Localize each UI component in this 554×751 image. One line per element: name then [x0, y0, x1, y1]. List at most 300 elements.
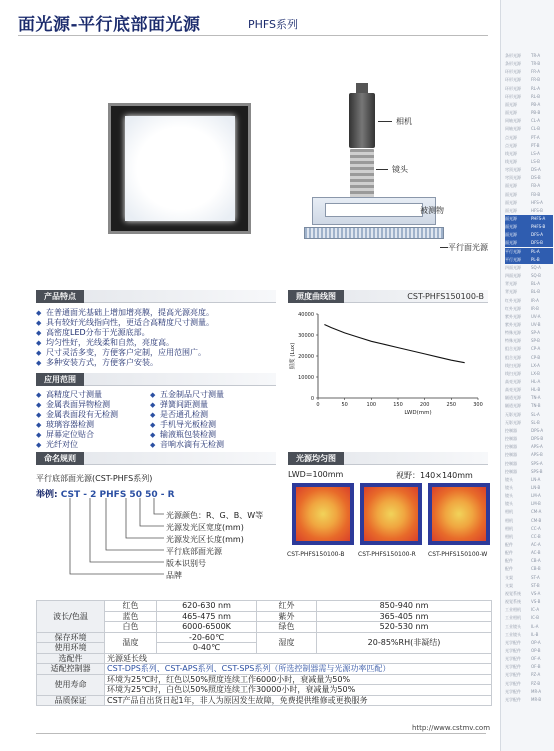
series-name: PHFS系列 — [248, 18, 299, 31]
uniformity-caption: CST-PHFS150100-R — [358, 551, 416, 558]
side-index-item[interactable] — [505, 574, 553, 582]
light-label: 平行面光源 — [448, 243, 488, 252]
side-index-item[interactable] — [505, 354, 553, 362]
side-index-code: TR-A — [531, 53, 541, 58]
side-index-code: HFS-A — [531, 199, 543, 205]
spec-cell: 蓝色 — [105, 611, 157, 622]
side-index-code: FR-B — [531, 77, 540, 83]
y-tick-label: 0 — [310, 396, 314, 402]
side-index-item[interactable] — [505, 696, 553, 704]
side-index-item[interactable] — [505, 443, 553, 451]
side-index-code: CP-A — [531, 346, 541, 352]
side-index-code: DPS-B — [531, 436, 544, 442]
side-index-item[interactable] — [505, 508, 553, 516]
uniformity-map-b — [292, 483, 354, 545]
side-index-code: IC-B — [531, 615, 540, 621]
side-index-label: 线扫光源 — [505, 362, 521, 368]
side-index-label: 工业相机 — [505, 607, 521, 613]
spec-key: 波长/色温 — [37, 601, 105, 633]
side-index-label: 线光源 — [505, 158, 517, 164]
side-index-item[interactable] — [505, 158, 553, 166]
spec-cell: CST-DPS系列、CST-APS系列、CST-SPS系列（所选控制器需与光源功率匹配） — [105, 664, 492, 675]
side-index-code: OP-B — [531, 647, 541, 653]
side-index-label: 红外光源 — [505, 297, 521, 303]
side-index-item[interactable] — [505, 549, 553, 557]
app-item: ◆ 金属表面段有无检测 — [36, 410, 118, 420]
side-index-label: 穹顶光源 — [505, 167, 521, 173]
uniformity-fov: 视野：140×140mm — [396, 471, 473, 480]
side-index-item[interactable] — [505, 582, 553, 590]
side-index-item[interactable] — [505, 264, 553, 272]
side-index-item[interactable] — [505, 451, 553, 459]
panel-light-surface — [125, 116, 235, 221]
spec-cell: 环境为25℃时，白色以50%照度连续工作30000小时，衰减量为50% — [105, 685, 492, 696]
side-index-code: APS-A — [531, 444, 543, 450]
side-index-code: VS-A — [531, 590, 541, 596]
app-item: ◆ 弹簧间距测量 — [150, 400, 224, 410]
side-index-label: 条形光源 — [505, 53, 521, 58]
side-index — [500, 0, 554, 751]
features-heading: 产品特点 — [36, 290, 84, 303]
side-index-label: 背光源 — [505, 281, 517, 287]
side-index-code: HL-B — [531, 387, 541, 393]
side-index-item[interactable] — [505, 142, 553, 150]
spec-cell: 6000-6500K — [157, 622, 257, 633]
y-axis-label: 照度 (Lux) — [290, 342, 296, 370]
side-index-label: 光学配件 — [505, 639, 521, 645]
side-index-item[interactable] — [505, 134, 553, 142]
side-index-label: 相机 — [505, 509, 513, 515]
side-index-code: AC-A — [531, 542, 541, 547]
side-index-label: 四面光源 — [505, 273, 521, 279]
side-index-code: ST-B — [531, 582, 540, 588]
side-index-code: PZ-B — [531, 680, 541, 686]
side-index-item[interactable] — [505, 150, 553, 158]
side-index-item[interactable] — [505, 321, 553, 329]
spec-cell: 温度 — [105, 632, 157, 653]
uniformity-header — [288, 452, 488, 465]
apps-header — [36, 373, 276, 386]
side-index-code: SP-A — [531, 330, 540, 336]
side-index-label: 高亮光源 — [505, 379, 521, 384]
side-index-item[interactable] — [505, 402, 553, 410]
side-index-code: LN-A — [531, 476, 541, 482]
side-index-item[interactable] — [505, 313, 553, 321]
spec-cell: CST产品自出货日起1年，非人为原因发生故障，免费提供维修或更换服务 — [105, 695, 492, 706]
side-index-label: 面光源 — [505, 199, 517, 205]
side-index-label: 相机 — [505, 525, 513, 531]
side-index-code: CC-A — [531, 525, 541, 531]
side-index-item[interactable] — [505, 52, 553, 60]
apps-list-right — [150, 390, 224, 450]
side-index-code: LX-B — [531, 370, 540, 376]
y-tick-label: 40000 — [298, 312, 314, 318]
side-index-label: 光学配件 — [505, 664, 521, 670]
features-header — [36, 290, 276, 303]
side-index-item[interactable] — [505, 460, 553, 468]
side-index-code: PL-B — [531, 256, 540, 262]
naming-connector-lines — [60, 496, 170, 578]
side-index-code: SP-B — [531, 338, 540, 344]
side-index-label: 面光源 — [505, 240, 517, 246]
side-index-code: OF-B — [531, 664, 541, 670]
spec-key: 使用环境 — [37, 643, 105, 654]
side-index-item[interactable] — [505, 288, 553, 296]
side-index-item[interactable] — [505, 85, 553, 93]
side-index-item[interactable] — [505, 199, 553, 207]
object-label: 被测物 — [420, 206, 444, 215]
side-index-code: SPS-A — [531, 460, 543, 466]
side-index-code: SQ-B — [531, 273, 541, 279]
side-index-label: 控制器 — [505, 460, 517, 466]
side-index-code: SL-A — [531, 411, 540, 417]
side-index-item[interactable] — [505, 680, 553, 688]
side-index-code: FB-B — [531, 191, 541, 197]
footer-divider — [36, 733, 486, 734]
spec-cell: 湿度 — [257, 632, 317, 653]
spec-key: 保存环境 — [37, 632, 105, 643]
side-index-code: DS-B — [531, 175, 541, 181]
side-index-code: AC-B — [531, 550, 541, 556]
apps-heading: 应用范围 — [36, 373, 84, 386]
side-index-item[interactable] — [505, 590, 553, 598]
spec-cell: 绿色 — [257, 622, 317, 633]
product-image — [108, 103, 251, 234]
side-index-label: 镜头 — [505, 501, 513, 507]
side-index-item[interactable] — [505, 663, 553, 671]
spec-cell: 环境为25℃时，红色以50%照度连续工作6000小时，衰减量为50% — [105, 674, 492, 685]
features-list — [36, 308, 276, 368]
uniformity-caption: CST-PHFS150100-B — [287, 551, 345, 558]
side-index-label: 条形光源 — [505, 61, 521, 67]
light-pointer — [440, 247, 448, 248]
side-index-label: 视觉系统 — [505, 599, 521, 605]
app-item: ◆ 金属表面异物检测 — [36, 400, 118, 410]
feature-item: ◆ 具有较好光线指向性，更适合高精度尺寸测量。 — [36, 318, 276, 328]
side-index-label: 镜头 — [505, 484, 513, 490]
side-index-item[interactable] — [505, 492, 553, 500]
side-index-code: UV-A — [531, 313, 541, 319]
side-index-item[interactable] — [505, 427, 553, 435]
side-index-item[interactable] — [505, 517, 553, 525]
side-index-label: 同轴光源 — [505, 126, 521, 132]
side-index-item[interactable] — [505, 174, 553, 182]
app-item: ◆ 五金制品尺寸测量 — [150, 390, 224, 400]
side-index-label: 紫外光源 — [505, 313, 521, 319]
page-title: 面光源-平行底部面光源 — [18, 15, 201, 35]
side-index-item[interactable] — [505, 623, 553, 631]
curve-header — [288, 290, 488, 303]
side-index-code: HFS-B — [531, 207, 543, 213]
object-under-test — [325, 203, 423, 217]
uniformity-caption: CST-PHFS150100-W — [428, 551, 488, 558]
side-index-code: TN-A — [531, 395, 541, 401]
side-index-label: 穹顶光源 — [505, 175, 521, 181]
naming-label: 光源发光区长度(mm) — [166, 535, 244, 544]
side-index-code: DS-A — [531, 167, 541, 173]
side-index-code: CP-B — [531, 354, 541, 360]
side-index-item[interactable] — [505, 557, 553, 565]
side-index-item[interactable] — [505, 101, 553, 109]
illuminance-line — [324, 325, 464, 363]
side-index-item[interactable] — [505, 305, 553, 313]
side-index-item[interactable] — [505, 671, 553, 679]
spec-cell: 红色 — [105, 601, 157, 612]
side-index-code: BL-B — [531, 289, 540, 295]
lens-label: 镜头 — [392, 165, 408, 174]
side-index-item[interactable] — [505, 345, 553, 353]
side-index-code: LS-B — [531, 158, 540, 164]
side-index-item[interactable] — [505, 468, 553, 476]
side-index-item[interactable] — [505, 191, 553, 199]
side-index-code: MR-A — [531, 688, 542, 694]
side-index-code: TN-B — [531, 403, 541, 409]
side-index-label: 线光源 — [505, 150, 517, 156]
side-index-code: CB-A — [531, 558, 541, 564]
side-index-item[interactable] — [505, 166, 553, 174]
side-index-item[interactable] — [505, 525, 553, 533]
footer-url[interactable]: http://www.cstmv.com — [412, 724, 491, 732]
side-index-label: 控制器 — [505, 468, 517, 474]
side-index-item[interactable] — [505, 280, 553, 288]
side-index-item[interactable] — [505, 500, 553, 508]
x-tick-label: 50 — [341, 402, 348, 408]
x-tick-label: 300 — [473, 402, 483, 408]
side-index-label: 光学配件 — [505, 656, 521, 662]
side-index-item[interactable] — [505, 117, 553, 125]
side-index-label: 隧道光源 — [505, 395, 521, 401]
side-index-item[interactable] — [505, 370, 553, 378]
side-index-item[interactable] — [505, 411, 553, 419]
side-index-code: CM-A — [531, 509, 542, 515]
spec-cell: 红外 — [257, 601, 317, 612]
side-index-label: 配件 — [505, 566, 513, 572]
side-index-code: CC-B — [531, 533, 541, 539]
side-index-item[interactable] — [505, 231, 553, 239]
illuminance-chart — [288, 306, 488, 416]
side-index-label: 支架 — [505, 582, 513, 588]
side-index-label: 控制器 — [505, 444, 517, 450]
side-index-item[interactable] — [505, 329, 553, 337]
side-index-item[interactable] — [505, 484, 553, 492]
side-index-label: 控制器 — [505, 427, 517, 433]
side-index-item[interactable] — [505, 215, 553, 223]
side-index-item[interactable] — [505, 207, 553, 215]
x-tick-label: 200 — [419, 402, 430, 408]
side-index-label: 平行光源 — [505, 256, 521, 262]
side-index-item[interactable] — [505, 125, 553, 133]
side-index-label: 点光源 — [505, 134, 517, 140]
side-index-item[interactable] — [505, 476, 553, 484]
side-index-code: FB-A — [531, 183, 541, 189]
spec-key: 品质保证 — [37, 695, 105, 706]
naming-example-code: CST - 2 PHFS 50 50 - R — [60, 490, 175, 500]
side-index-item[interactable] — [505, 541, 553, 549]
side-index-label: 环形光源 — [505, 69, 521, 75]
uniformity-map-r — [360, 483, 422, 545]
side-index-item[interactable] — [505, 109, 553, 117]
side-index-code: SL-B — [531, 419, 540, 425]
spec-cell: 465-475 nm — [157, 611, 257, 622]
app-item: ◆ 屏幕定位贴合 — [36, 430, 118, 440]
spec-cell: 紫外 — [257, 611, 317, 622]
camera-label: 相机 — [396, 117, 412, 126]
side-index-item[interactable] — [505, 362, 553, 370]
side-index-code: IR-A — [531, 297, 539, 303]
feature-item: ◆ 尺寸灵活多变，方便客户定制，应用范围广。 — [36, 348, 276, 358]
side-index-label: 背光源 — [505, 289, 517, 295]
side-index-label: 工业镜头 — [505, 623, 521, 629]
uniformity-lwd: LWD=100mm — [288, 470, 344, 479]
spec-cell: 0-40℃ — [157, 643, 257, 654]
y-tick-label: 10000 — [298, 375, 314, 381]
naming-label: 品牌 — [166, 571, 182, 580]
side-index-item[interactable] — [505, 639, 553, 647]
side-index-label: 光学配件 — [505, 672, 521, 678]
side-index-item[interactable] — [505, 223, 553, 231]
side-index-label: 特殊光源 — [505, 338, 521, 344]
side-index-code: CM-B — [531, 517, 542, 523]
side-index-item[interactable] — [505, 606, 553, 614]
side-index-label: 特殊光源 — [505, 330, 521, 336]
side-index-code: APS-B — [531, 452, 543, 458]
side-index-item[interactable] — [505, 631, 553, 639]
parallel-light — [304, 227, 444, 239]
side-index-label: 高亮光源 — [505, 387, 521, 393]
side-index-code: LM-A — [531, 493, 541, 499]
side-index-code: IR-B — [531, 305, 539, 311]
side-index-label: 工业镜头 — [505, 631, 521, 637]
lens-pointer — [376, 169, 388, 170]
side-index-code: CB-B — [531, 566, 541, 572]
side-index-code: PB-B — [531, 110, 541, 116]
side-index-item[interactable] — [505, 93, 553, 101]
curve-model: CST-PHFS150100-B — [407, 292, 484, 301]
side-index-code: PT-B — [531, 142, 540, 148]
x-tick-label: 250 — [446, 402, 457, 408]
app-item: ◆ 是否通孔检测 — [150, 410, 224, 420]
naming-example-label: 举例: — [36, 490, 58, 500]
side-index-label: 光学配件 — [505, 688, 521, 694]
side-index-label: 光学配件 — [505, 696, 521, 702]
side-index-label: 面光源 — [505, 224, 517, 230]
side-index-item[interactable] — [505, 533, 553, 541]
side-index-item[interactable] — [505, 614, 553, 622]
feature-item: ◆ 在普通面光基础上增加增亮膜，提高光源亮度。 — [36, 308, 276, 318]
side-index-label: 无影光源 — [505, 411, 521, 417]
side-index-label: 面光源 — [505, 191, 517, 197]
side-index-item[interactable] — [505, 655, 553, 663]
side-index-item[interactable] — [505, 182, 553, 190]
side-index-item[interactable] — [505, 394, 553, 402]
side-index-code: CL-B — [531, 126, 540, 132]
side-index-label: 线扫光源 — [505, 370, 521, 376]
side-index-label: 配件 — [505, 558, 513, 564]
side-index-label: 相机 — [505, 533, 513, 539]
spec-cell: 光源延长线 — [105, 653, 492, 664]
side-index-item[interactable] — [505, 419, 553, 427]
spec-cell: 白色 — [105, 622, 157, 633]
camera-pointer — [378, 121, 392, 122]
side-index-item[interactable] — [505, 386, 553, 394]
naming-label: 光源发光区宽度(mm) — [166, 523, 244, 532]
side-index-code: VS-B — [531, 599, 541, 605]
side-index-code: IL-A — [531, 623, 539, 629]
page-title-bar — [18, 8, 488, 36]
side-index-item[interactable] — [505, 378, 553, 386]
side-index-label: 平行光源 — [505, 248, 521, 254]
side-index-label: 镜头 — [505, 476, 513, 482]
setup-diagram — [270, 75, 488, 265]
side-index-code: LM-B — [531, 501, 541, 507]
side-index-item[interactable] — [505, 337, 553, 345]
side-index-item[interactable] — [505, 272, 553, 280]
side-index-item[interactable] — [505, 297, 553, 305]
side-index-label: 配件 — [505, 550, 513, 556]
side-index-item[interactable] — [505, 239, 553, 247]
side-index-item[interactable] — [505, 598, 553, 606]
side-index-code: OP-A — [531, 639, 541, 645]
side-index-label: 面光源 — [505, 232, 517, 238]
side-index-code: SQ-A — [531, 264, 541, 270]
side-index-code: PT-A — [531, 134, 540, 140]
side-index-label: 环形光源 — [505, 93, 521, 99]
side-index-item[interactable] — [505, 76, 553, 84]
naming-label: 平行底部面光源 — [166, 547, 222, 556]
side-index-item[interactable] — [505, 248, 553, 256]
side-index-code: RL-A — [531, 85, 541, 91]
side-index-label: 组合光源 — [505, 354, 521, 360]
side-index-code: MR-B — [531, 696, 542, 702]
side-index-item[interactable] — [505, 256, 553, 264]
side-index-code: PHFS-B — [531, 224, 546, 230]
feature-item: ◆ 均匀性好，光线柔和自然，亮度高。 — [36, 338, 276, 348]
naming-title: 平行底部面光源(CST-PHFS系列) — [36, 474, 153, 483]
side-index-code: PB-A — [531, 101, 541, 107]
side-index-code: CL-A — [531, 118, 541, 124]
side-index-label: 组合光源 — [505, 346, 521, 352]
side-index-item[interactable] — [505, 68, 553, 76]
side-index-label: 隧道光源 — [505, 403, 521, 409]
feature-item: ◆ 高密度LED分布于光源底部。 — [36, 328, 276, 338]
app-item: ◆ 光纤对位 — [36, 440, 118, 450]
side-index-label: 工业相机 — [505, 615, 521, 621]
side-index-item[interactable] — [505, 565, 553, 573]
side-index-label: 环形光源 — [505, 85, 521, 91]
naming-header — [36, 452, 276, 465]
side-index-code: DFS-A — [531, 232, 543, 238]
spec-cell: 850-940 nm — [317, 601, 492, 612]
side-index-label: 控制器 — [505, 452, 517, 458]
app-item: ◆ 音响水滴有无检测 — [150, 440, 224, 450]
app-item: ◆ 输液瓶包装检测 — [150, 430, 224, 440]
side-index-item[interactable] — [505, 688, 553, 696]
side-index-code: DPS-A — [531, 427, 544, 433]
side-index-item[interactable] — [505, 647, 553, 655]
spec-key: 适配控制器 — [37, 664, 105, 675]
side-index-code: FR-A — [531, 69, 541, 75]
lens-body — [350, 149, 374, 199]
spec-cell: 365-405 nm — [317, 611, 492, 622]
side-index-item[interactable] — [505, 60, 553, 68]
curve-heading: 照度曲线图 — [288, 290, 344, 303]
side-index-code: LN-B — [531, 484, 541, 490]
y-tick-label: 20000 — [298, 354, 314, 360]
naming-label: 版本识别号 — [166, 559, 206, 568]
side-index-code: PZ-A — [531, 672, 541, 678]
side-index-item[interactable] — [505, 435, 553, 443]
specs-table — [36, 600, 492, 706]
